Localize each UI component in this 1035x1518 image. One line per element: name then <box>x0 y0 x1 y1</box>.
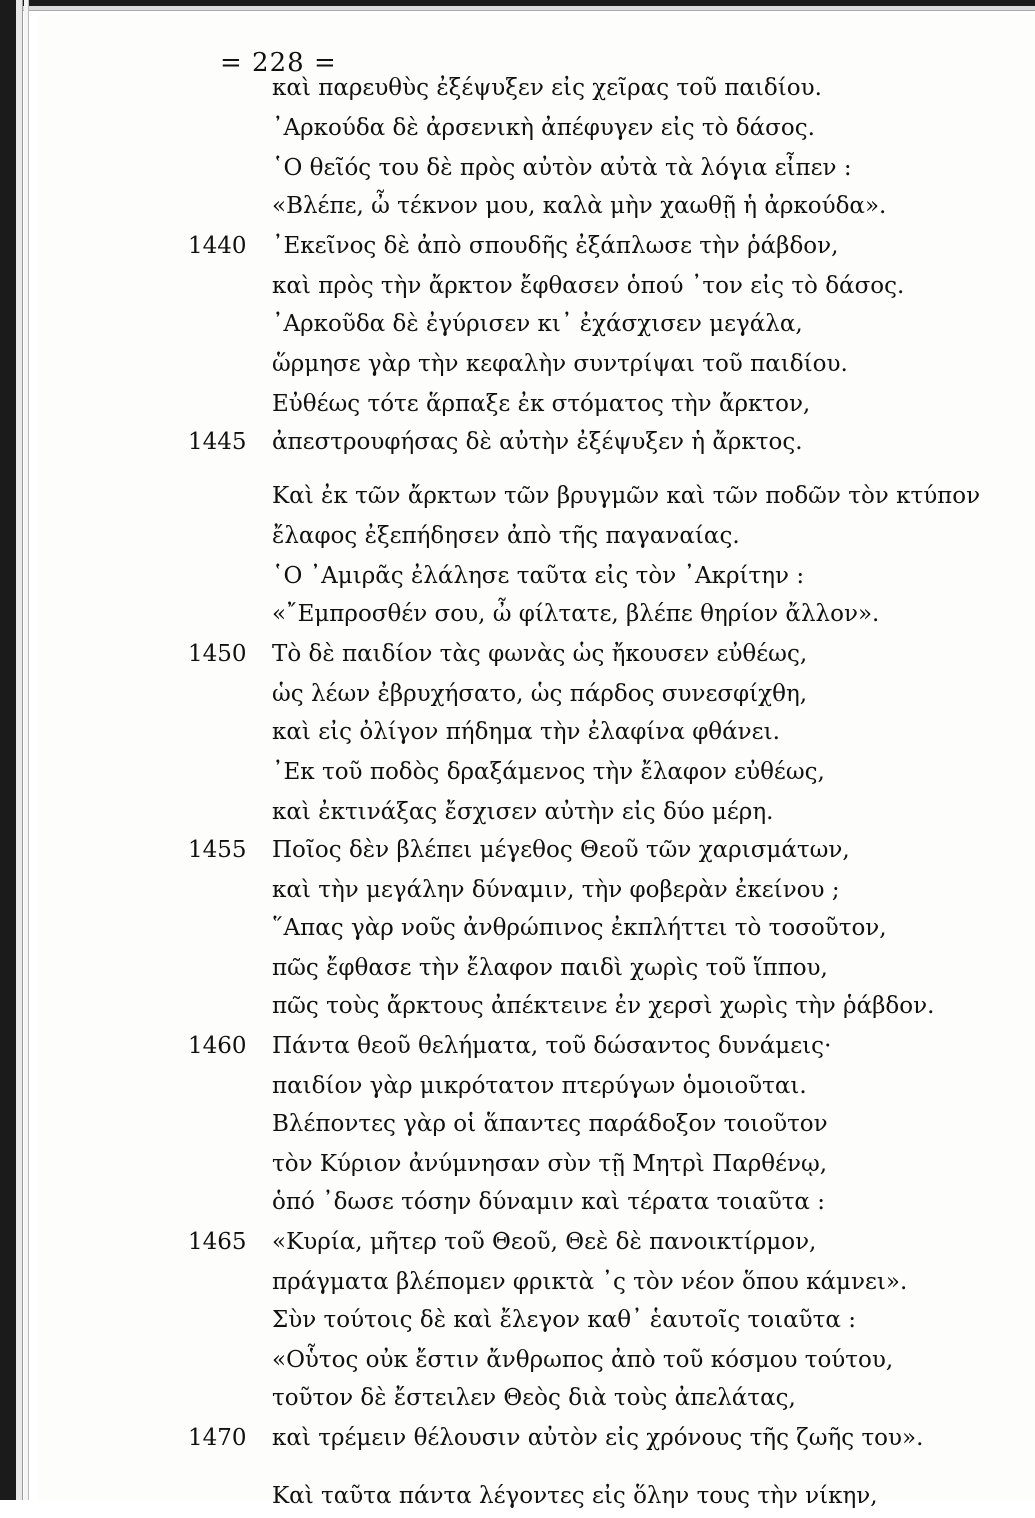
line-number: 1470 <box>188 1425 247 1451</box>
verse-text: Καὶ ταῦτα πάντα λέγοντες εἰς ὅλην τους τὴν νίκην, <box>272 1483 878 1509</box>
verse-text: ᾿Αρκοῦδα δὲ ἐγύρισεν κι᾽ ἐχάσχισεν μεγάλα, <box>272 311 803 337</box>
verse-line <box>38 110 1035 150</box>
verse-line <box>38 676 1035 716</box>
verse-text: παιδίον γὰρ μικρότατον πτερύγων ὁμοιοῦται. <box>272 1073 807 1099</box>
verse-line <box>38 714 1035 754</box>
verse-text: ᾿Εκεῖνος δὲ ἀπὸ σπουδῆς ἐξάπλωσε τὴν ῥάβδον, <box>272 233 839 259</box>
verse-line <box>38 1302 1035 1342</box>
verse-line <box>38 1068 1035 1108</box>
verse-line <box>38 1264 1035 1304</box>
verse-text: πῶς τοὺς ἄρκτους ἀπέκτεινε ἐν χερσὶ χωρὶς τὴν ῥάβδον. <box>272 993 935 1019</box>
verse-line <box>38 424 1035 464</box>
verse-text: Καὶ ἐκ τῶν ἄρκτων τῶν βρυγμῶν καὶ τῶν ποδῶν τὸν κτύπον <box>272 483 981 509</box>
verse-line <box>38 1342 1035 1382</box>
verse-line <box>38 306 1035 346</box>
verse-line <box>38 872 1035 912</box>
line-number: 1440 <box>188 233 247 259</box>
verse-text: πράγματα βλέπομεν φρικτὰ ᾽ς τὸν νέον ὅπου κάμνει». <box>272 1269 908 1295</box>
verse-text: «Κυρία, μῆτερ τοῦ Θεοῦ, Θεὲ δὲ πανοικτίρμον, <box>272 1229 817 1255</box>
line-number: 1460 <box>188 1033 247 1059</box>
verse-line <box>38 386 1035 426</box>
verse-text: τὸν Κύριον ἀνύμνησαν σὺν τῇ Μητρὶ Παρθένῳ, <box>272 1151 828 1177</box>
verse-line <box>38 832 1035 872</box>
verse-text: ἔλαφος ἐξεπήδησεν ἀπὸ τῆς παγαναίας. <box>272 523 740 549</box>
verse-text: καὶ τὴν μεγάλην δύναμιν, τὴν φοβερὰν ἐκείνου ; <box>272 877 840 903</box>
verse-text: καὶ ἐκτινάξας ἔσχισεν αὐτὴν εἰς δύο μέρη. <box>272 799 774 825</box>
verse-text: «Οὗτος οὐκ ἔστιν ἄνθρωπος ἀπὸ τοῦ κόσμου τούτου, <box>272 1347 894 1373</box>
verse-line <box>38 1146 1035 1186</box>
poem-text <box>38 14 1035 1509</box>
verse-text: καὶ παρευθὺς ἐξέψυξεν εἰς χεῖρας τοῦ παιδίου. <box>272 75 822 101</box>
verse-line <box>38 1028 1035 1068</box>
verse-text: ὡς λέων ἐβρυχήσατο, ὡς πάρδος συνεσφίχθη, <box>272 681 808 707</box>
verse-line <box>38 228 1035 268</box>
verse-text: ῞Απας γὰρ νοῦς ἀνθρώπινος ἐκπλήττει τὸ τοσοῦτον, <box>272 915 887 941</box>
verse-line <box>38 1106 1035 1146</box>
verse-text: ῾Ο ᾿Αμιρᾶς ἐλάλησε ταῦτα εἰς τὸν ᾿Ακρίτην : <box>272 563 805 589</box>
verse-text: ὥρμησε γὰρ τὴν κεφαλὴν συντρίψαι τοῦ παιδίου. <box>272 351 848 377</box>
book-page <box>38 14 1035 1509</box>
verse-text: Βλέποντες γὰρ οἱ ἅπαντες παράδοξον τοιοῦτον <box>272 1111 828 1137</box>
scan-edge-left <box>0 0 16 1500</box>
verse-text: ῾Ο θεῖός του δὲ πρὸς αὐτὸν αὐτὰ τὰ λόγια εἶπεν : <box>272 155 852 181</box>
verse-line <box>38 950 1035 990</box>
scan-page-stack-edge <box>16 0 23 1500</box>
verse-text: ὁπό ᾽δωσε τόσην δύναμιν καὶ τέρατα τοιαῦτα : <box>272 1189 826 1215</box>
verse-line <box>38 636 1035 676</box>
verse-line <box>38 1380 1035 1420</box>
verse-text: Πάντα θεοῦ θελήματα, τοῦ δώσαντος δυνάμεις· <box>272 1033 832 1059</box>
line-number: 1450 <box>188 641 247 667</box>
verse-text: «῎Εμπροσθέν σου, ὦ φίλτατε, βλέπε θηρίον ἄλλον». <box>272 601 880 627</box>
verse-line <box>38 478 1035 518</box>
verse-line <box>38 754 1035 794</box>
line-number: 1455 <box>188 837 247 863</box>
verse-line <box>38 268 1035 308</box>
verse-line <box>38 150 1035 190</box>
verse-line <box>38 794 1035 834</box>
verse-text: καὶ εἰς ὀλίγον πήδημα τὴν ἐλαφίνα φθάνει. <box>272 719 780 745</box>
verse-text: πῶς ἔφθασε τὴν ἔλαφον παιδὶ χωρὶς τοῦ ἵππου, <box>272 955 828 981</box>
verse-text: Σὺν τούτοις δὲ καὶ ἔλεγον καθ᾽ ἑαυτοῖς τοιαῦτα : <box>272 1307 856 1333</box>
verse-text: Ποῖος δὲν βλέπει μέγεθος Θεοῦ τῶν χαρισμάτων, <box>272 837 850 863</box>
verse-line <box>38 910 1035 950</box>
verse-text: καὶ πρὸς τὴν ἄρκτον ἔφθασεν ὁπού ᾽τον εἰς τὸ δάσος. <box>272 273 905 299</box>
verse-line <box>38 188 1035 228</box>
verse-line <box>38 1420 1035 1460</box>
verse-line <box>38 558 1035 598</box>
verse-text: Εὐθέως τότε ἅρπαξε ἐκ στόματος τὴν ἄρκτον, <box>272 391 811 417</box>
verse-line <box>38 596 1035 636</box>
verse-text: τοῦτον δὲ ἔστειλεν Θεὸς διὰ τοὺς ἀπελάτας, <box>272 1385 796 1411</box>
verse-text: ἀπεστρουφήσας δὲ αὐτὴν ἐξέψυξεν ἡ ἄρκτος. <box>272 429 803 455</box>
verse-line <box>38 346 1035 386</box>
scan-page-stack-edge-2 <box>24 0 29 1500</box>
verse-line <box>38 70 1035 110</box>
line-number: 1445 <box>188 429 247 455</box>
verse-text: ᾿Αρκούδα δὲ ἀρσενικὴ ἀπέφυγεν εἰς τὸ δάσος. <box>272 115 815 141</box>
verse-line <box>38 1478 1035 1518</box>
verse-line <box>38 1224 1035 1264</box>
verse-line <box>38 1184 1035 1224</box>
verse-line <box>38 988 1035 1028</box>
verse-text: «Βλέπε, ὦ τέκνον μου, καλὰ μὴν χαωθῇ ἡ ἀρκούδα». <box>272 193 887 219</box>
verse-text: Τὸ δὲ παιδίον τὰς φωνὰς ὡς ἤκουσεν εὐθέως, <box>272 641 808 667</box>
verse-line <box>38 518 1035 558</box>
line-number: 1465 <box>188 1229 247 1255</box>
scan-edge-top-page <box>0 6 1035 11</box>
page-number: = 228 = <box>220 48 337 78</box>
verse-text: ᾿Εκ τοῦ ποδὸς δραξάμενος τὴν ἔλαφον εὐθέως, <box>272 759 825 785</box>
verse-text: καὶ τρέμειν θέλουσιν αὐτὸν εἰς χρόνους τῆς ζωῆς του». <box>272 1425 924 1451</box>
